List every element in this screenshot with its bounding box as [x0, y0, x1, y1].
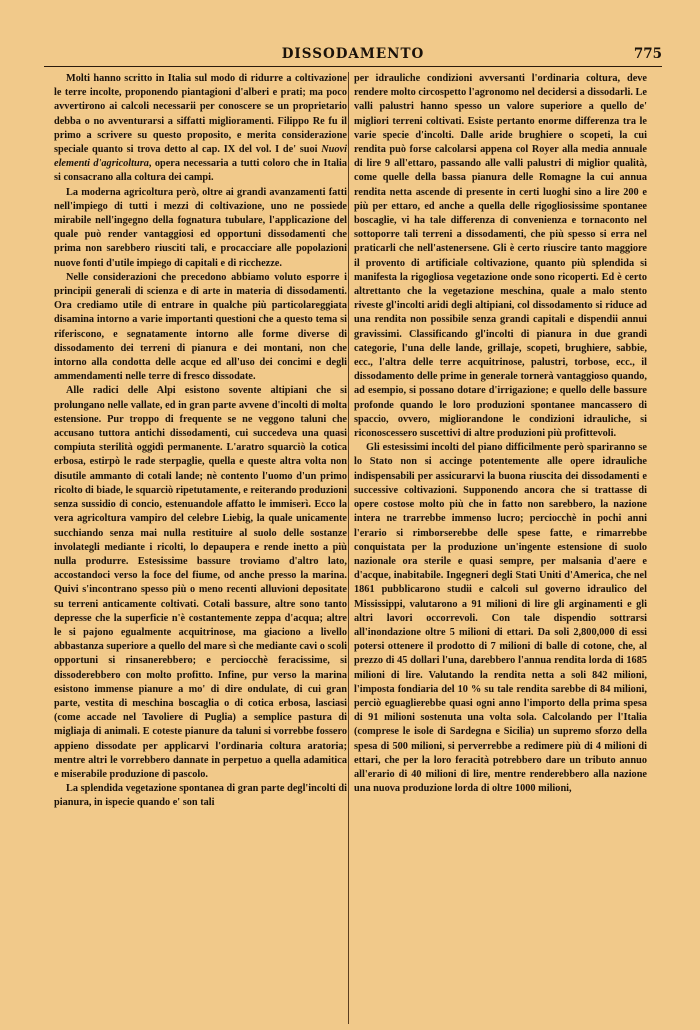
- page-number: 775: [633, 46, 662, 62]
- paragraph-text: , opera necessaria a tutti coloro che in Italia si consacrano alla coltura dei campi.: [54, 158, 347, 184]
- left-column: [54, 72, 347, 1022]
- paragraph: La splendida vegetazione spontanea di gran parte degl'incolti di pianura, in ispecie quando e' son tali: [54, 783, 347, 809]
- paragraph: Alle radici delle Alpi esistono sovente altipiani che si prolungano nelle vallate, ed in gran parte avvene d'incolti di molta estensione. Pur troppo di frequente se ne veggono taluni che accusano tuttora antichi dissodamenti, cui succedeva una quasi compiuta sterilità oggidì permanente. L'aratro squarciò la cotica erbosa, estirpò le rade sterpaglie, quella e queste altra volta non disutile ammanto di cotali lande; nè contento l'uomo d'un primo ricolto di biade, le squarciò ripetutamente, e reiterando produzioni senza sussidio di concio, estenuandole affatto le immiserì. Ecco la vera agricoltura vampiro del celebre Liebig, la quale unicamente succhiando senza mai nulla restituire al suolo delle sostanze involategli mediante i ricolti, lo depaupera e rende inetto a più nulla produrre. Estesissime bassure troviamo d'altro lato, accostandoci verso la foce del fiume, od anche presso la marina. Quivi s'incontrano spesso più o meno recenti alluvioni depositate su terreni anticamente coltivati. Cotali bassure, altre sono tanto depresse che la superficie n'è costantemente zeppa d'acqua; altre le si pajono egualmente acquitrinose, ma giaciono a livello abbastanza superiore a quello del mare sì che mediante cavi o scoli opportuni si rinsanerebbero; e perciocchè feracissime, si dissoderebbero con molto profitto. Infine, pur verso la marina esistono immense pianure a mo' di dire ondulate, di cui gran parte, vestita di meschina boscaglia o di cotica erbosa, lasciasi (come accade nel Tavoliere di Puglia) a semplice pastura di migliaja di animali. E coteste pianure da taluni si vorrebbe fossero appieno dissodate per applicarvi l'ordinaria coltura aratoria; mentre altri le vorrebbero dannate in perpetuo a quella adamitica e miserabile produzione di pascolo.: [54, 385, 347, 780]
- paragraph-text: Molti hanno scritto in Italia sul modo di ridurre a coltivazione le terre incolte, proponendo piantagioni d'alberi e prati; ma poco avvertirono ai calcoli necessarii per conoscere se un proprietario debba o no avventurarsi a siffatti miglioramenti. Filippo Re fu il primo a scrivere su questo proposito, e merita considerazione speciale quanto si trova detto al cap. IX del vol. I de' suoi: [54, 73, 347, 156]
- running-title: DISSODAMENTO: [281, 46, 425, 62]
- book-title: Nuovi elementi d'agricoltura: [54, 144, 347, 170]
- paragraph: Gli estesissimi incolti del piano difficilmente però spariranno se lo Stato non si accinge potentemente alle opere idrauliche indispensabili per assicurarvi la buona riuscita dei dissodamenti e successive coltivazioni. Supponendo ancora che si trattasse di opere costose molto più che in fatto non sarebbero, la nazione intera ne trarrebbe immenso lucro; perciocchè in pochi anni l'erario si rimborserebbe delle spese fatte, e rimarrebbe conquistata per la produzione un'ingente estensione di suolo nazionale ora sterile e quasi sempre, per malsania d'aere e d'acque, inabitabile. Ingegneri degli Stati Uniti d'America, che nel 1861 pubblicarono studii e calcoli sul governo idraulico del Mississippi, valutarono a 91 milioni di lire gli arginamenti e gli altri lavori occorrevoli. Con tale dispendio sottrarsi all'inondazione oltre 5 milioni di ettari. Da soli 2,800,000 di essi potersi ottenere il prodotto di 7 milioni di balle di cotone, che, al prezzo di 45 dollari l'una, darebbero l'annua rendita lorda di 1685 milioni di lire. Valutando la rendita netta a soli 842 milioni, l'imposta fondiaria del 10 % su tale rendita sarebbe di 84 milioni, perciò eguaglierebbe quasi ogni anno l'importo della prima spesa di 91 milioni sostenuta una volta sola. Calcolando per l'Italia (comprese le isole di Sardegna e Sicilia) un supremo sforzo della spesa di 500 milioni, si perverrebbe a redimere più di 4 milioni di ettari, che per la loro feracità potrebbero dare un tributo annuo all'erario di 40 milioni di lire, mentre renderebbero alla nazione una nuova produzione lorda di oltre 1000 milioni,: [354, 442, 647, 795]
- paragraph: La moderna agricoltura però, oltre ai grandi avanzamenti fatti nell'impiego di tutti i mezzi di coltivazione, uno ne possiede mirabile nell'ingegno della fognatura tubulare, l'applicazione del quale può render vantaggiosi ed opportuni dissodamenti che prima non sarebbero riusciti tali, e procacciare alle popolazioni nuove fonti d'utile impiego di capitali e di ricchezze.: [54, 186, 347, 269]
- page-header: [44, 42, 662, 67]
- paragraph: per idrauliche condizioni avversanti l'ordinaria coltura, deve rendere molto circospetto l'agronomo nel decidersi a dissodarli. Le valli palustri hanno spesso un valore superiore a quello de' migliori terreni coltivati. Esiste pertanto enorme differenza tra le varie specie d'incolti. Dalle aride brughiere o scopeti, la cui rendita può forse calcolarsi appena col Royer alla media annuale di lire 9 all'ettaro, passando alle valli palustri di miglior qualità, come quelle della bassa pianura delle Romagne la cui annua rendita netta ascende di presente in certi luoghi sino a lire 200 e più per ettaro, ed anche a quella delle rigogliosissime spontanee boscaglie, vi ha tale differenza di convenienza e tornaconto nel sottoporre tali terreni a dissodamenti, che più spesso si erra nel praticarli che nell'astenersene. Gli è certo riuscire tanto maggiore il provento di artificiale coltivazione, quanto più splendida si manifesta la rigogliosa vegetazione onde sono ricoperti. Ed è certo altrettanto che la vegetazione meschina, quale a malo stento riveste gl'incolti aridi degli altipiani, col dissodamento si riduce ad una rendita non possibile senza grandi capitali e dispendii annui gravissimi. Classificando gl'incolti di pianura in due grandi categorie, l'una delle lande, grillaje, scopeti, brughiere, sabbie, ecc., l'altra delle terre acquitrinose, palustri, torbose, ecc., il dissodamento delle prime in generale tornerà vantaggioso quando, ad esempio, si possano dotare d'irrigazione; e quello delle bassure profonde quando le loro produzioni spontanee mancassero di spaccio, ovvero, migliorandone le condizioni idrauliche, si riconoscessero suscettivi di altre produzioni più profittevoli.: [354, 73, 647, 440]
- paragraph: [54, 72, 347, 186]
- column-divider: [348, 72, 349, 1024]
- right-column: [354, 72, 647, 1022]
- paragraph: Nelle considerazioni che precedono abbiamo voluto esporre i principii generali di scienza e di arte in materia di dissodamenti. Ora crediamo utile di entrare in qualche più particolareggiata disamina intorno a varie importanti questioni che a questo tema si riferiscono, e segnatamente intorno alle forme diverse di dissodamento dei terreni di pianura e dei montani, non che intorno alla condotta delle acque ed all'uso dei concimi e degli ammendamenti nelle terre di fresco dissodate.: [54, 271, 347, 383]
